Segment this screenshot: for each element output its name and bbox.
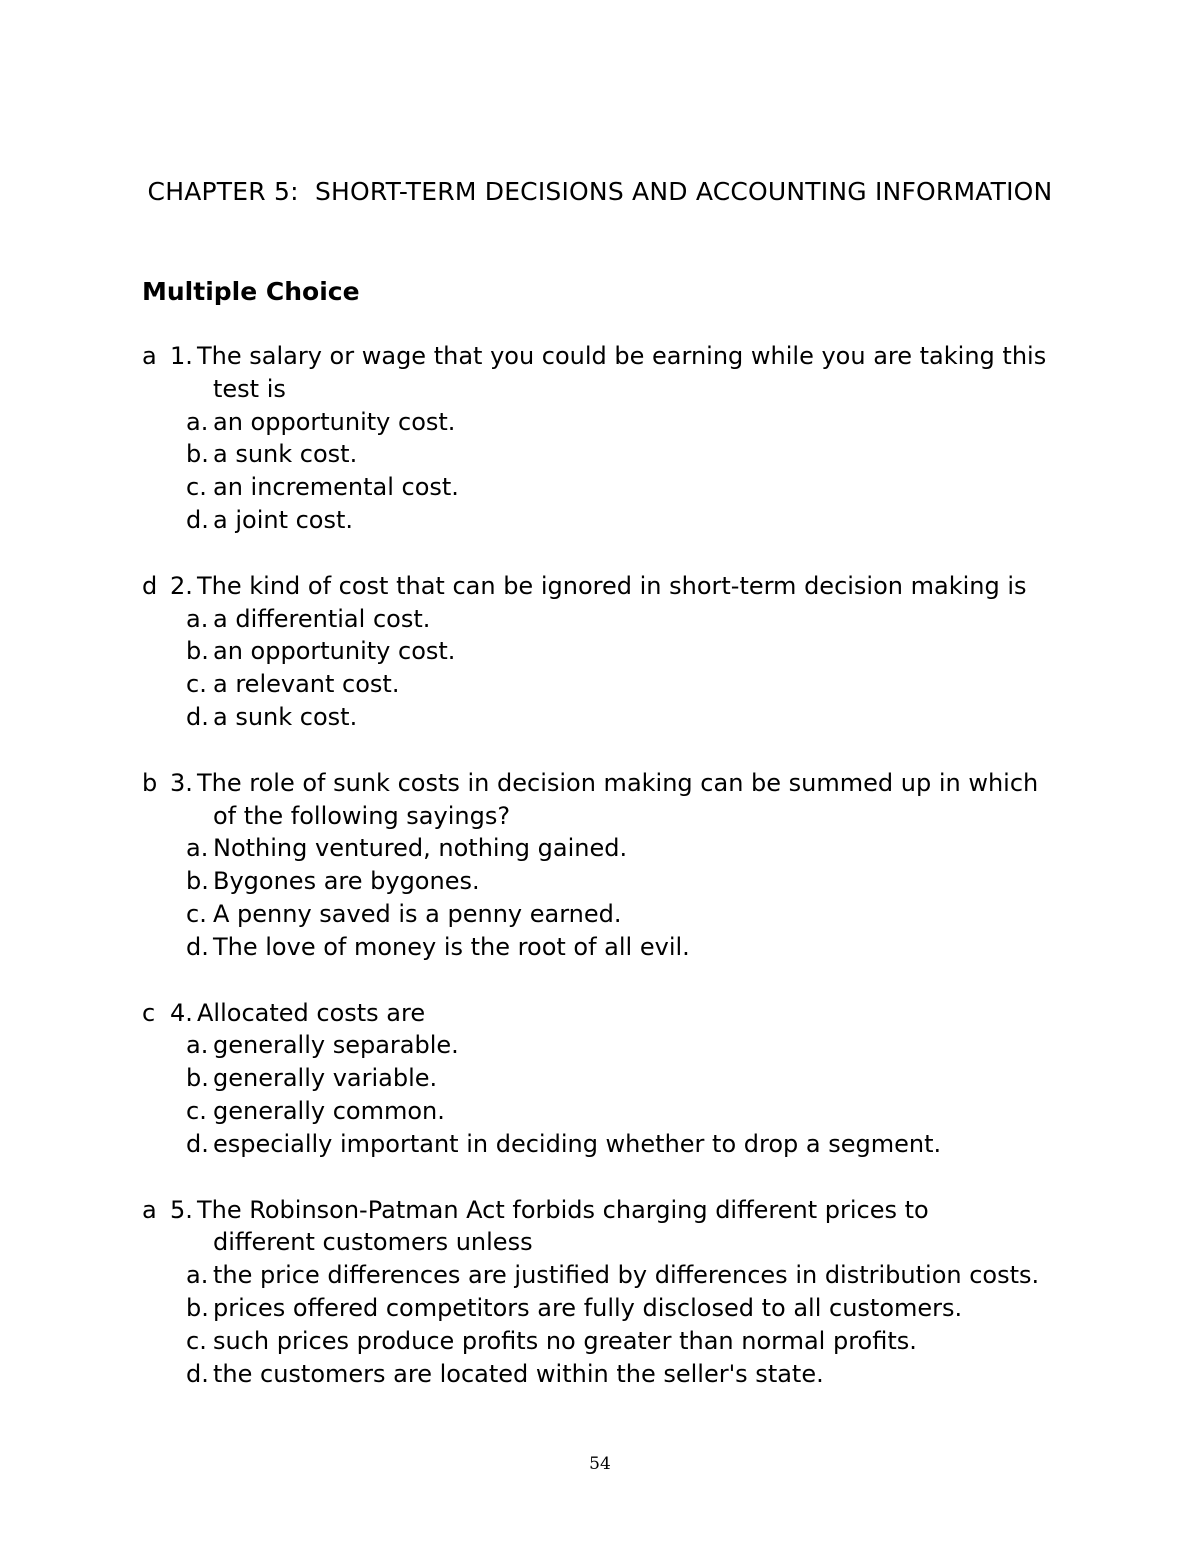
option-text: especially important in deciding whether to drop a segment. [213,1129,942,1158]
option-letter: d. [186,702,209,731]
question-text-continued: test is [213,374,286,403]
option-letter: d. [186,505,209,534]
answer-option [142,931,1142,964]
answer-option [142,1128,1142,1161]
option-text: generally variable. [213,1064,438,1093]
answer-option [142,1292,1142,1325]
option-text: a sunk cost. [213,440,358,469]
option-text: generally common. [213,1096,445,1125]
question-4 [142,997,1142,1161]
option-letter: d. [186,1359,209,1388]
answer-option [142,865,1142,898]
question-text: The salary or wage that you could be earning while you are taking this [197,342,1047,370]
option-text: a differential cost. [213,604,431,633]
answer-option [142,898,1142,931]
answer-option [142,668,1142,701]
question-5 [142,1194,1142,1391]
chapter-title: CHAPTER 5: SHORT-TERM DECISIONS AND ACCOUNTING INFORMATION [147,177,1053,206]
option-letter: a. [186,1031,209,1060]
option-text: A penny saved is a penny earned. [213,899,622,928]
answer-key: a [142,342,157,370]
question-number: 3. [170,768,193,797]
section-heading: Multiple Choice [142,277,360,306]
question-3 [142,767,1142,964]
answer-option [142,603,1142,636]
question-stem [142,767,1142,800]
answer-option [142,438,1142,471]
question-text-continued: of the following sayings? [213,801,511,830]
answer-option [142,1062,1142,1095]
question-number: 4. [170,998,193,1027]
answer-key: d [142,571,158,600]
answer-option [142,1358,1142,1391]
option-letter: b. [186,867,209,896]
option-text: a relevant cost. [213,670,400,699]
question-number: 2. [170,571,193,600]
option-letter: c. [186,473,207,502]
answer-option [142,635,1142,668]
question-2 [142,570,1142,734]
answer-option [142,1259,1142,1292]
option-letter: b. [186,1293,209,1322]
answer-option [142,832,1142,865]
question-list [142,340,1142,1423]
question-text: The role of sunk costs in decision making can be summed up in which [197,768,1039,797]
question-stem [142,997,1142,1030]
answer-option [142,701,1142,734]
question-text: The Robinson-Patman Act forbids charging different prices to [197,1195,929,1224]
option-letter: b. [186,440,209,469]
answer-key: a [142,1195,157,1224]
option-text: a joint cost. [213,505,354,534]
option-text: the price differences are justified by differences in distribution costs. [213,1261,1040,1290]
option-letter: b. [186,1064,209,1093]
question-stem [142,340,1142,373]
answer-option [142,471,1142,504]
answer-key: c [142,998,156,1027]
option-letter: a. [186,407,209,436]
answer-option [142,1325,1142,1358]
option-text: such prices produce profits no greater than normal profits. [213,1326,917,1355]
question-stem [142,570,1142,603]
option-text: the customers are located within the seller's state. [213,1359,824,1388]
question-number: 5. [170,1195,193,1224]
answer-option [142,406,1142,439]
question-1 [142,340,1142,537]
answer-option [142,1095,1142,1128]
option-text: a sunk cost. [213,702,358,731]
option-letter: d. [186,1129,209,1158]
option-letter: c. [186,1326,207,1355]
option-letter: c. [186,899,207,928]
option-text: generally separable. [213,1031,459,1060]
answer-key: b [142,768,158,797]
option-text: an opportunity cost. [213,637,456,666]
option-text: an incremental cost. [213,473,459,502]
option-letter: a. [186,834,209,863]
question-text-continued: different customers unless [213,1228,533,1257]
option-letter: d. [186,932,209,961]
option-text: Nothing ventured, nothing gained. [213,834,628,863]
answer-option [142,504,1142,537]
option-letter: c. [186,1096,207,1125]
option-letter: b. [186,637,209,666]
answer-option [142,1029,1142,1062]
question-stem [142,1194,1142,1227]
option-text: prices offered competitors are fully disclosed to all customers. [213,1293,963,1322]
option-letter: c. [186,670,207,699]
question-text: Allocated costs are [197,998,426,1027]
option-text: Bygones are bygones. [213,867,480,896]
question-text: The kind of cost that can be ignored in short-term decision making is [197,571,1027,600]
option-text: an opportunity cost. [213,407,456,436]
option-text: The love of money is the root of all evil. [213,932,690,961]
page-number: 54 [589,1454,611,1474]
question-number: 1. [170,342,193,370]
option-letter: a. [186,604,209,633]
option-letter: a. [186,1261,209,1290]
